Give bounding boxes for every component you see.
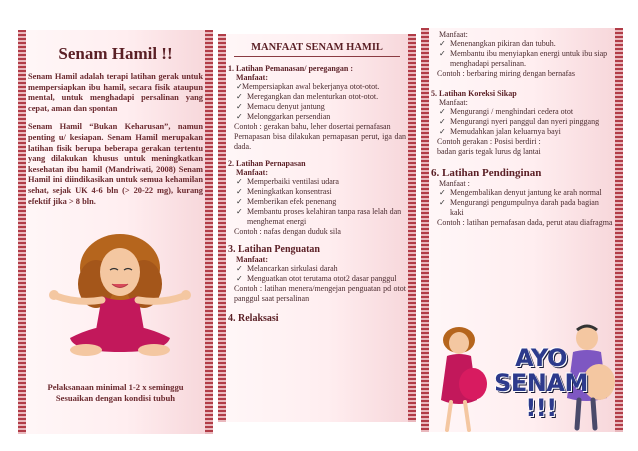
intro-paragraph: Senam Hamil adalah terapi latihan gerak untuk mempersiapkan ibu hamil, secara fisik ataupun mental, untuk menghadapi persalinan yang cepat, aman dan spontan [28, 72, 203, 113]
list-item: ✓ Mengembalikan denyut jantung ke arah normal [439, 188, 613, 198]
note-text: badan garis tegak lurus dg lantai [437, 147, 541, 156]
benefit-list [228, 177, 406, 227]
panel-border-right [205, 30, 213, 434]
left-panel [18, 30, 213, 434]
section-heading: 6. Latihan Pendinginan [431, 167, 542, 179]
ayo-senam-banner [491, 346, 591, 421]
note-text: Pernapasan bisa dilakukan pernapasan perut, iga dan dada. [234, 132, 406, 151]
banner-line: !!! [525, 394, 557, 422]
list-item: ✓ Mengurangi nyeri panggul dan nyeri pinggang [439, 117, 613, 127]
list-item: ✓ Membantu ibu menyiapkan energi untuk ibu siap menghadapi persalinan. [439, 49, 613, 69]
example-text: Contoh : gerakan bahu, leher dosertai pernafasan [234, 122, 391, 131]
section-heading: 2. Latihan Pernapasan [228, 159, 306, 168]
benefit-list [228, 264, 406, 284]
description-paragraph: Senam Hamil “Bukan Keharusan”, namun penting u/ kesiapan. Senam Hamil merupakan latihan fisik berupa beberapa gerakan tertentu yang dilakukan khusus untuk meningkatkan kesehatan ibu hamil (Mandriwati, 2008) Senam Hamil ini diindikasikan untuk semua kehamilan sehat, sejak UK 4-6 bln (> 20-22 mg), kurang efektif jika > 8 bln. [28, 122, 203, 206]
manfaat-label: Manfaat: [439, 98, 468, 107]
brochure-title: Senam Hamil !! [58, 44, 173, 63]
section-heading: 3. Latihan Penguatan [228, 244, 320, 255]
example-text: Contoh : latihan menera/mengejan penguatan pd otot panggul saat persalinan [234, 284, 406, 303]
list-item: ✓ Menguatkan otot terutama otot2 dasar panggul [236, 274, 406, 284]
panel-border-right [408, 34, 416, 422]
title-divider [234, 56, 400, 57]
banner-line: SENAM [494, 369, 588, 397]
panel-border-left [421, 28, 429, 432]
manfaat-label: Manfaat: [236, 73, 268, 82]
section-heading: 5. Latihan Koreksi Sikap [431, 89, 517, 98]
example-text: Contoh gerakan : Posisi berdiri : [437, 137, 541, 146]
panel-border-left [218, 34, 226, 422]
yoga-woman-illustration [40, 226, 200, 364]
schedule-note: Pelaksanaan minimal 1-2 x seminggu Sesuaikan dengan kondisi tubuh [47, 382, 184, 403]
list-item: ✓ Meregangkan dan melenturkan otot-otot. [236, 92, 406, 102]
banner-line: AYO [515, 344, 567, 372]
list-item: ✓ Mempersiapkan awal bekerjanya otot-otot. [236, 82, 406, 92]
manfaat-label: Manfaat : [439, 179, 470, 188]
right-panel [421, 28, 623, 432]
example-text: Contoh : berbaring miring dengan bernafas [437, 69, 575, 78]
example-text: Contoh : nafas dengan duduk sila [234, 227, 341, 236]
benefit-list [431, 39, 613, 69]
list-item: ✓ Melonggarkan persendian [236, 112, 406, 122]
panel-border-left [18, 30, 26, 434]
list-item: ✓ Memudahkan jalan keluarnya bayi [439, 127, 613, 137]
section-heading: 4. Relaksasi [228, 313, 279, 324]
benefit-list [228, 82, 406, 122]
pregnant-woman-illustration [429, 326, 491, 432]
list-item: ✓ Memberikan efek penenang [236, 197, 406, 207]
manfaat-label: Manfaat: [236, 255, 268, 264]
section-heading: 1. Latihan Pemanasan/ peregangan : [228, 64, 353, 73]
benefit-list [431, 107, 613, 137]
manfaat-label: Manfaat: [236, 168, 268, 177]
list-item: ✓ Memperbaiki ventilasi udara [236, 177, 406, 187]
list-item: ✓ Mengurangi / menghindari cedera otot [439, 107, 613, 117]
middle-panel [218, 34, 416, 422]
example-text: Contoh : latihan pernafasan dada, perut atau diafragma [437, 218, 613, 227]
manfaat-label: Manfaat: [439, 30, 468, 39]
list-item: ✓ Melancarkan sirkulasi darah [236, 264, 406, 274]
list-item: ✓ Menenangkan pikiran dan tubuh. [439, 39, 613, 49]
section-title: MANFAAT SENAM HAMIL [251, 42, 383, 53]
list-item: ✓ Meningkatkan konsentrasi [236, 187, 406, 197]
list-item: ✓ Memacu denyut jantung [236, 102, 406, 112]
list-item: ✓ Membantu proses kelahiran tanpa rasa lelah dan menghemat energi [236, 207, 406, 227]
benefit-list [431, 188, 613, 218]
list-item: ✓ Mengurangi pengumpulnya darah pada bagian kaki [439, 198, 613, 218]
